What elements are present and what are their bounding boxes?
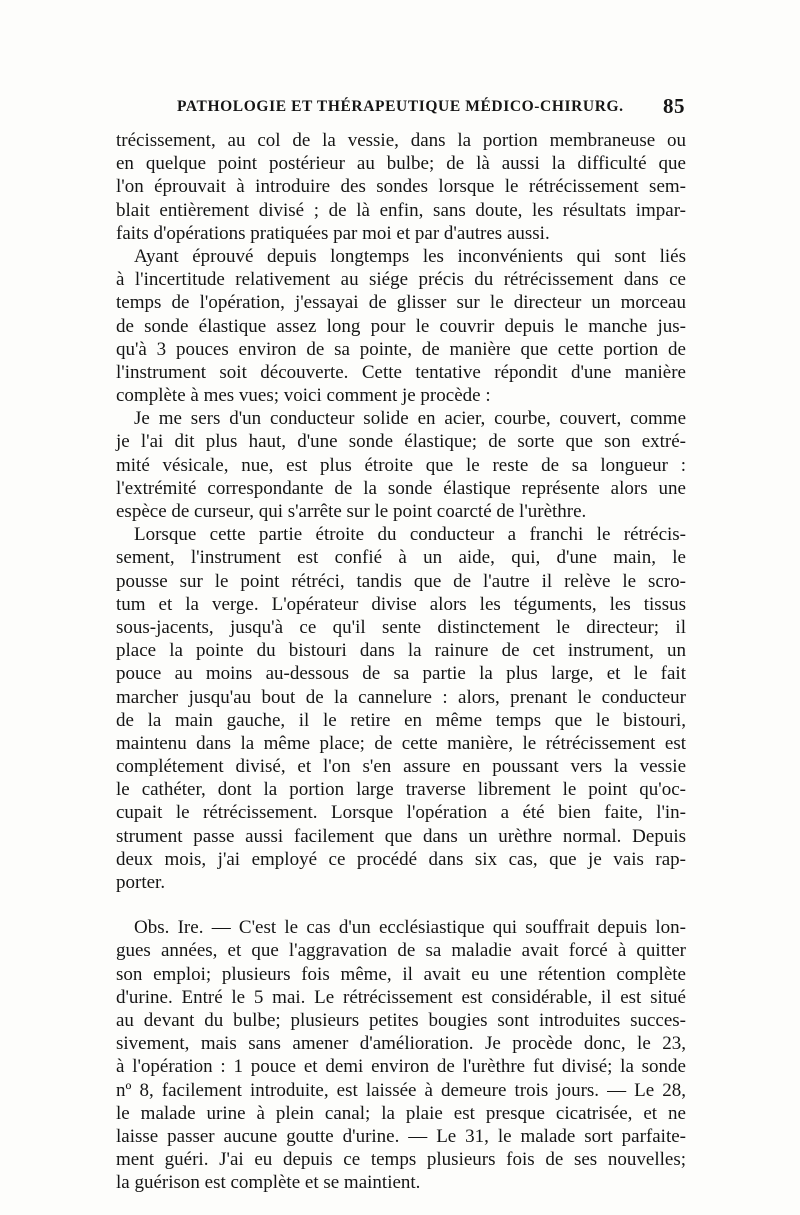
running-title: PATHOLOGIE ET THÉRAPEUTIQUE MÉDICO-CHIRURG. bbox=[177, 98, 624, 115]
text-line: temps de l'opération, j'essayai de glisser sur le directeur un morceau bbox=[116, 292, 686, 314]
text-line: son emploi; plusieurs fois même, il avait eu une rétention complète bbox=[116, 963, 686, 985]
paragraph bbox=[116, 407, 686, 523]
text-line: nº 8, facilement introduite, est laissée à demeure trois jours. — Le 28, bbox=[116, 1079, 686, 1101]
text-line: marcher jusqu'au bout de la cannelure : alors, prenant le conducteur bbox=[116, 686, 686, 708]
text-line: laisse passer aucune goutte d'urine. — Le 31, le malade sort parfaite- bbox=[116, 1125, 686, 1147]
paragraph bbox=[116, 523, 686, 894]
text-line: gues années, et que l'aggravation de sa maladie avait forcé à quitter bbox=[116, 940, 686, 962]
text-line: la guérison est complète et se maintient. bbox=[116, 1172, 421, 1194]
text-line: de la main gauche, il le retire en même temps que le bistouri, bbox=[116, 709, 686, 731]
body-text bbox=[116, 129, 686, 1194]
text-line: l'instrument soit découverte. Cette tentative répondit d'une manière bbox=[116, 361, 686, 383]
text-line: d'urine. Entré le 5 mai. Le rétrécissement est considérable, il est situé bbox=[116, 986, 686, 1008]
text-line: complétement divisé, et l'on s'en assure en poussant vers la vessie bbox=[116, 756, 686, 778]
text-line: de sonde élastique assez long pour le couvrir depuis le manche jus- bbox=[116, 315, 686, 337]
text-line: au devant du bulbe; plusieurs petites bougies sont introduites succes- bbox=[116, 1009, 686, 1031]
text-line: espèce de curseur, qui s'arrête sur le point coarcté de l'urèthre. bbox=[116, 501, 587, 522]
text-line: complète à mes vues; voici comment je procède : bbox=[116, 385, 491, 407]
text-line: qu'à 3 pouces environ de sa pointe, de manière que cette portion de bbox=[116, 338, 686, 360]
text-line: l'extrémité correspondante de la sonde élastique représente alors une bbox=[116, 477, 686, 499]
text-line: deux mois, j'ai employé ce procédé dans six cas, que je vais rap- bbox=[116, 848, 686, 870]
text-line: cupait le rétrécissement. Lorsque l'opération a été bien faite, l'in- bbox=[116, 802, 686, 824]
text-line: trécissement, au col de la vessie, dans la portion membraneuse ou bbox=[116, 130, 686, 151]
text-line: sivement, mais sans amener d'amélioration. Je procède donc, le 23, bbox=[116, 1033, 686, 1055]
paragraph bbox=[116, 245, 686, 407]
text-line: blait entièrement divisé ; de là enfin, sans doute, les résultats impar- bbox=[116, 199, 686, 221]
text-line: maintenu dans la même place; de cette manière, le rétrécissement est bbox=[116, 732, 686, 754]
text-line: le malade urine à plein canal; la plaie est presque cicatrisée, et ne bbox=[116, 1102, 686, 1124]
page-number: 85 bbox=[663, 94, 685, 118]
text-line: à l'incertitude relativement au siége précis du rétrécissement dans ce bbox=[116, 269, 686, 291]
text-line: tum et la verge. L'opérateur divise alors les téguments, les tissus bbox=[116, 593, 686, 615]
text-line: ment guéri. J'ai eu depuis ce temps plusieurs fois de ses nouvelles; bbox=[116, 1149, 686, 1171]
text-line: mité vésicale, nue, est plus étroite que le reste de sa longueur : bbox=[116, 454, 686, 476]
text-line: place la pointe du bistouri dans la rainure de cet instrument, un bbox=[116, 640, 686, 662]
text-line: Obs. Ire. — C'est le cas d'un ecclésiastique qui souffrait depuis lon- bbox=[134, 917, 686, 939]
text-line: à l'opération : 1 pouce et demi environ de l'urèthre fut divisé; la sonde bbox=[116, 1056, 686, 1078]
text-line: porter. bbox=[116, 872, 166, 893]
text-line: l'on éprouvait à introduire des sondes lorsque le rétrécissement sem- bbox=[116, 176, 686, 198]
text-line: sous-jacents, jusqu'à ce qu'il sente distinctement le directeur; il bbox=[116, 616, 686, 638]
text-line: je l'ai dit plus haut, d'une sonde élastique; de sorte que son extré- bbox=[116, 431, 686, 453]
running-header bbox=[115, 96, 685, 122]
text-line: strument passe aussi facilement que dans un urèthre normal. Depuis bbox=[116, 825, 686, 847]
text-line: le cathéter, dont la portion large traverse librement le point qu'oc- bbox=[116, 779, 686, 801]
observation-paragraph bbox=[116, 916, 686, 1194]
text-line: sement, l'instrument est confié à un aide, qui, d'une main, le bbox=[116, 547, 686, 569]
text-line: en quelque point postérieur au bulbe; de là aussi la difficulté que bbox=[116, 153, 686, 175]
text-line: Lorsque cette partie étroite du conducteur a franchi le rétrécis- bbox=[134, 524, 686, 546]
text-line: pouce au moins au-dessous de sa partie la plus large, et le fait bbox=[116, 663, 686, 685]
text-line: pousse sur le point rétréci, tandis que de l'autre il relève le scro- bbox=[116, 570, 686, 592]
text-line: Ayant éprouvé depuis longtemps les inconvénients qui sont liés bbox=[134, 245, 686, 267]
text-line: Je me sers d'un conducteur solide en acier, courbe, couvert, comme bbox=[134, 408, 686, 430]
paragraph bbox=[116, 129, 686, 245]
text-line: faits d'opérations pratiquées par moi et par d'autres aussi. bbox=[116, 222, 550, 244]
